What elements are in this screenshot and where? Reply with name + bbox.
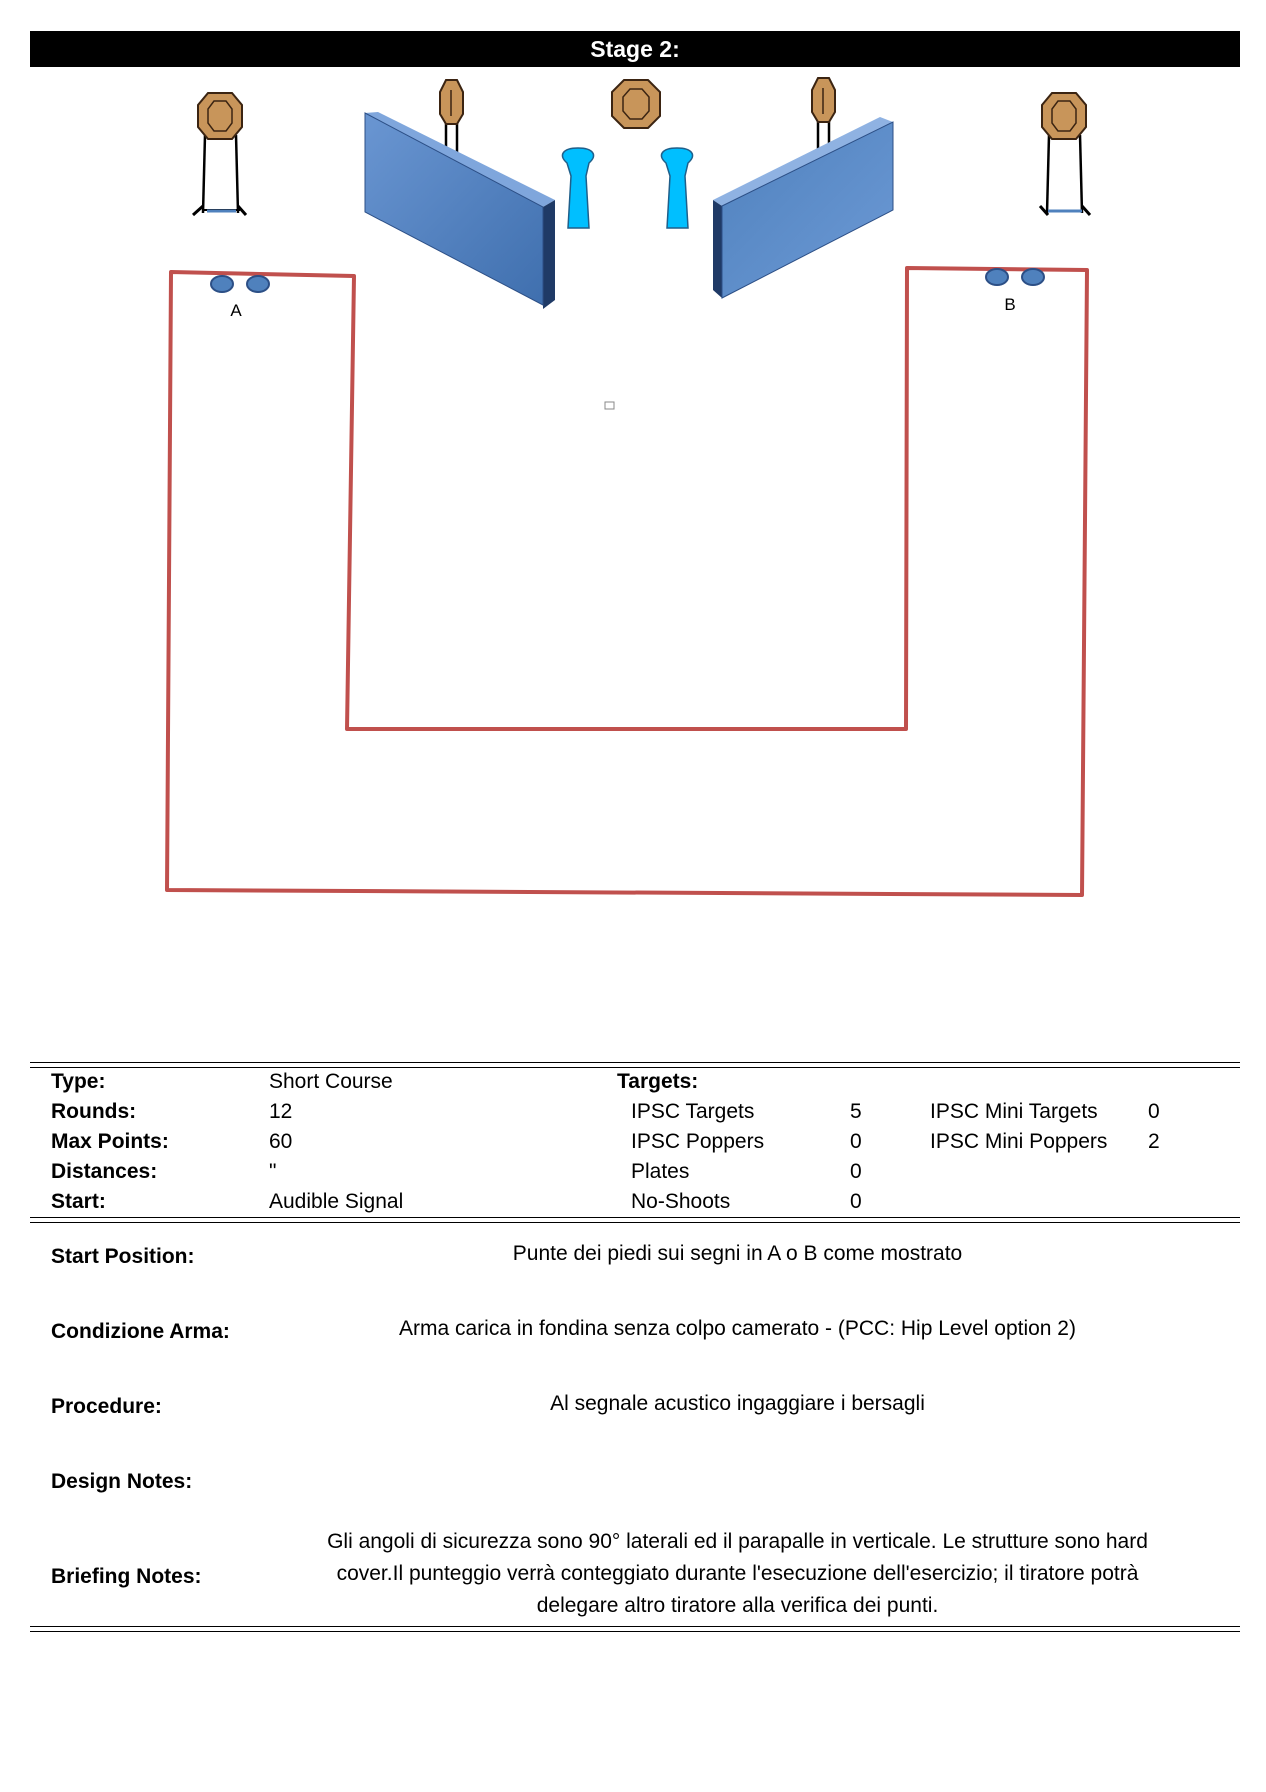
- distances-value: ": [269, 1160, 277, 1183]
- condizione-arma-label: Condizione Arma:: [51, 1320, 230, 1343]
- mini-popper-right: [662, 148, 693, 228]
- stage-title: Stage 2:: [30, 31, 1240, 67]
- briefing-notes-line: delegare altro tiratore alla verifica dei punti.: [536, 1594, 939, 1617]
- max-points-label: Max Points:: [51, 1130, 169, 1153]
- target-name: Plates: [631, 1160, 690, 1183]
- wall-left: [365, 112, 555, 309]
- procedure-value: Al segnale acustico ingaggiare i bersagli: [550, 1392, 925, 1415]
- position-label-b: B: [1004, 295, 1016, 314]
- condizione-arma-value: Arma carica in fondina senza colpo camerato - (PCC: Hip Level option 2): [399, 1317, 1076, 1340]
- start-value: Audible Signal: [269, 1190, 404, 1213]
- ipsc-target-center: [612, 80, 660, 128]
- target-stand-right: [1040, 135, 1090, 215]
- ipsc-target-left: [198, 93, 242, 139]
- foot-marker-a-left: [211, 276, 233, 292]
- foot-marker-a-right: [247, 276, 269, 292]
- mini-popper-left: [563, 148, 594, 228]
- center-marker: [605, 402, 614, 409]
- design-notes-label: Design Notes:: [51, 1470, 193, 1493]
- target-count: 5: [850, 1100, 862, 1123]
- target-stand-left: [193, 135, 246, 215]
- foot-marker-b-right: [1022, 269, 1044, 285]
- procedure-label: Procedure:: [51, 1395, 162, 1418]
- targets-label: Targets:: [617, 1070, 699, 1093]
- target-count: 0: [850, 1130, 862, 1153]
- target-name: No-Shoots: [631, 1190, 731, 1213]
- mini-target-count: 2: [1148, 1130, 1160, 1153]
- foot-marker-b-left: [986, 269, 1008, 285]
- target-name: IPSC Poppers: [631, 1130, 765, 1153]
- target-count: 0: [850, 1190, 862, 1213]
- target-count: 0: [850, 1160, 862, 1183]
- rounds-label: Rounds:: [51, 1100, 137, 1123]
- ipsc-target-behind-right-wall: [812, 78, 835, 150]
- wall-right: [713, 117, 893, 298]
- mini-target-name: IPSC Mini Poppers: [930, 1130, 1108, 1153]
- ipsc-target-right: [1042, 93, 1086, 139]
- start-position-value: Punte dei piedi sui segni in A o B come mostrato: [512, 1242, 963, 1265]
- briefing-notes-line: cover.Il punteggio verrà conteggiato durante l'esecuzione dell'esercizio; il tiratore potrà: [336, 1562, 1139, 1585]
- fault-line: [167, 268, 1087, 895]
- briefing-notes-label: Briefing Notes:: [51, 1565, 202, 1588]
- start-position-label: Start Position:: [51, 1245, 195, 1268]
- mini-target-name: IPSC Mini Targets: [930, 1100, 1098, 1123]
- rounds-value: 12: [269, 1100, 293, 1123]
- type-value: Short Course: [269, 1070, 393, 1093]
- position-label-a: A: [230, 301, 242, 320]
- mini-target-count: 0: [1148, 1100, 1160, 1123]
- distances-label: Distances:: [51, 1160, 158, 1183]
- briefing-notes-line: Gli angoli di sicurezza sono 90° laterali ed il parapalle in verticale. Le strutture sono hard: [327, 1530, 1148, 1553]
- type-label: Type:: [51, 1070, 106, 1093]
- target-name: IPSC Targets: [631, 1100, 755, 1123]
- start-label: Start:: [51, 1190, 106, 1213]
- max-points-value: 60: [269, 1130, 293, 1153]
